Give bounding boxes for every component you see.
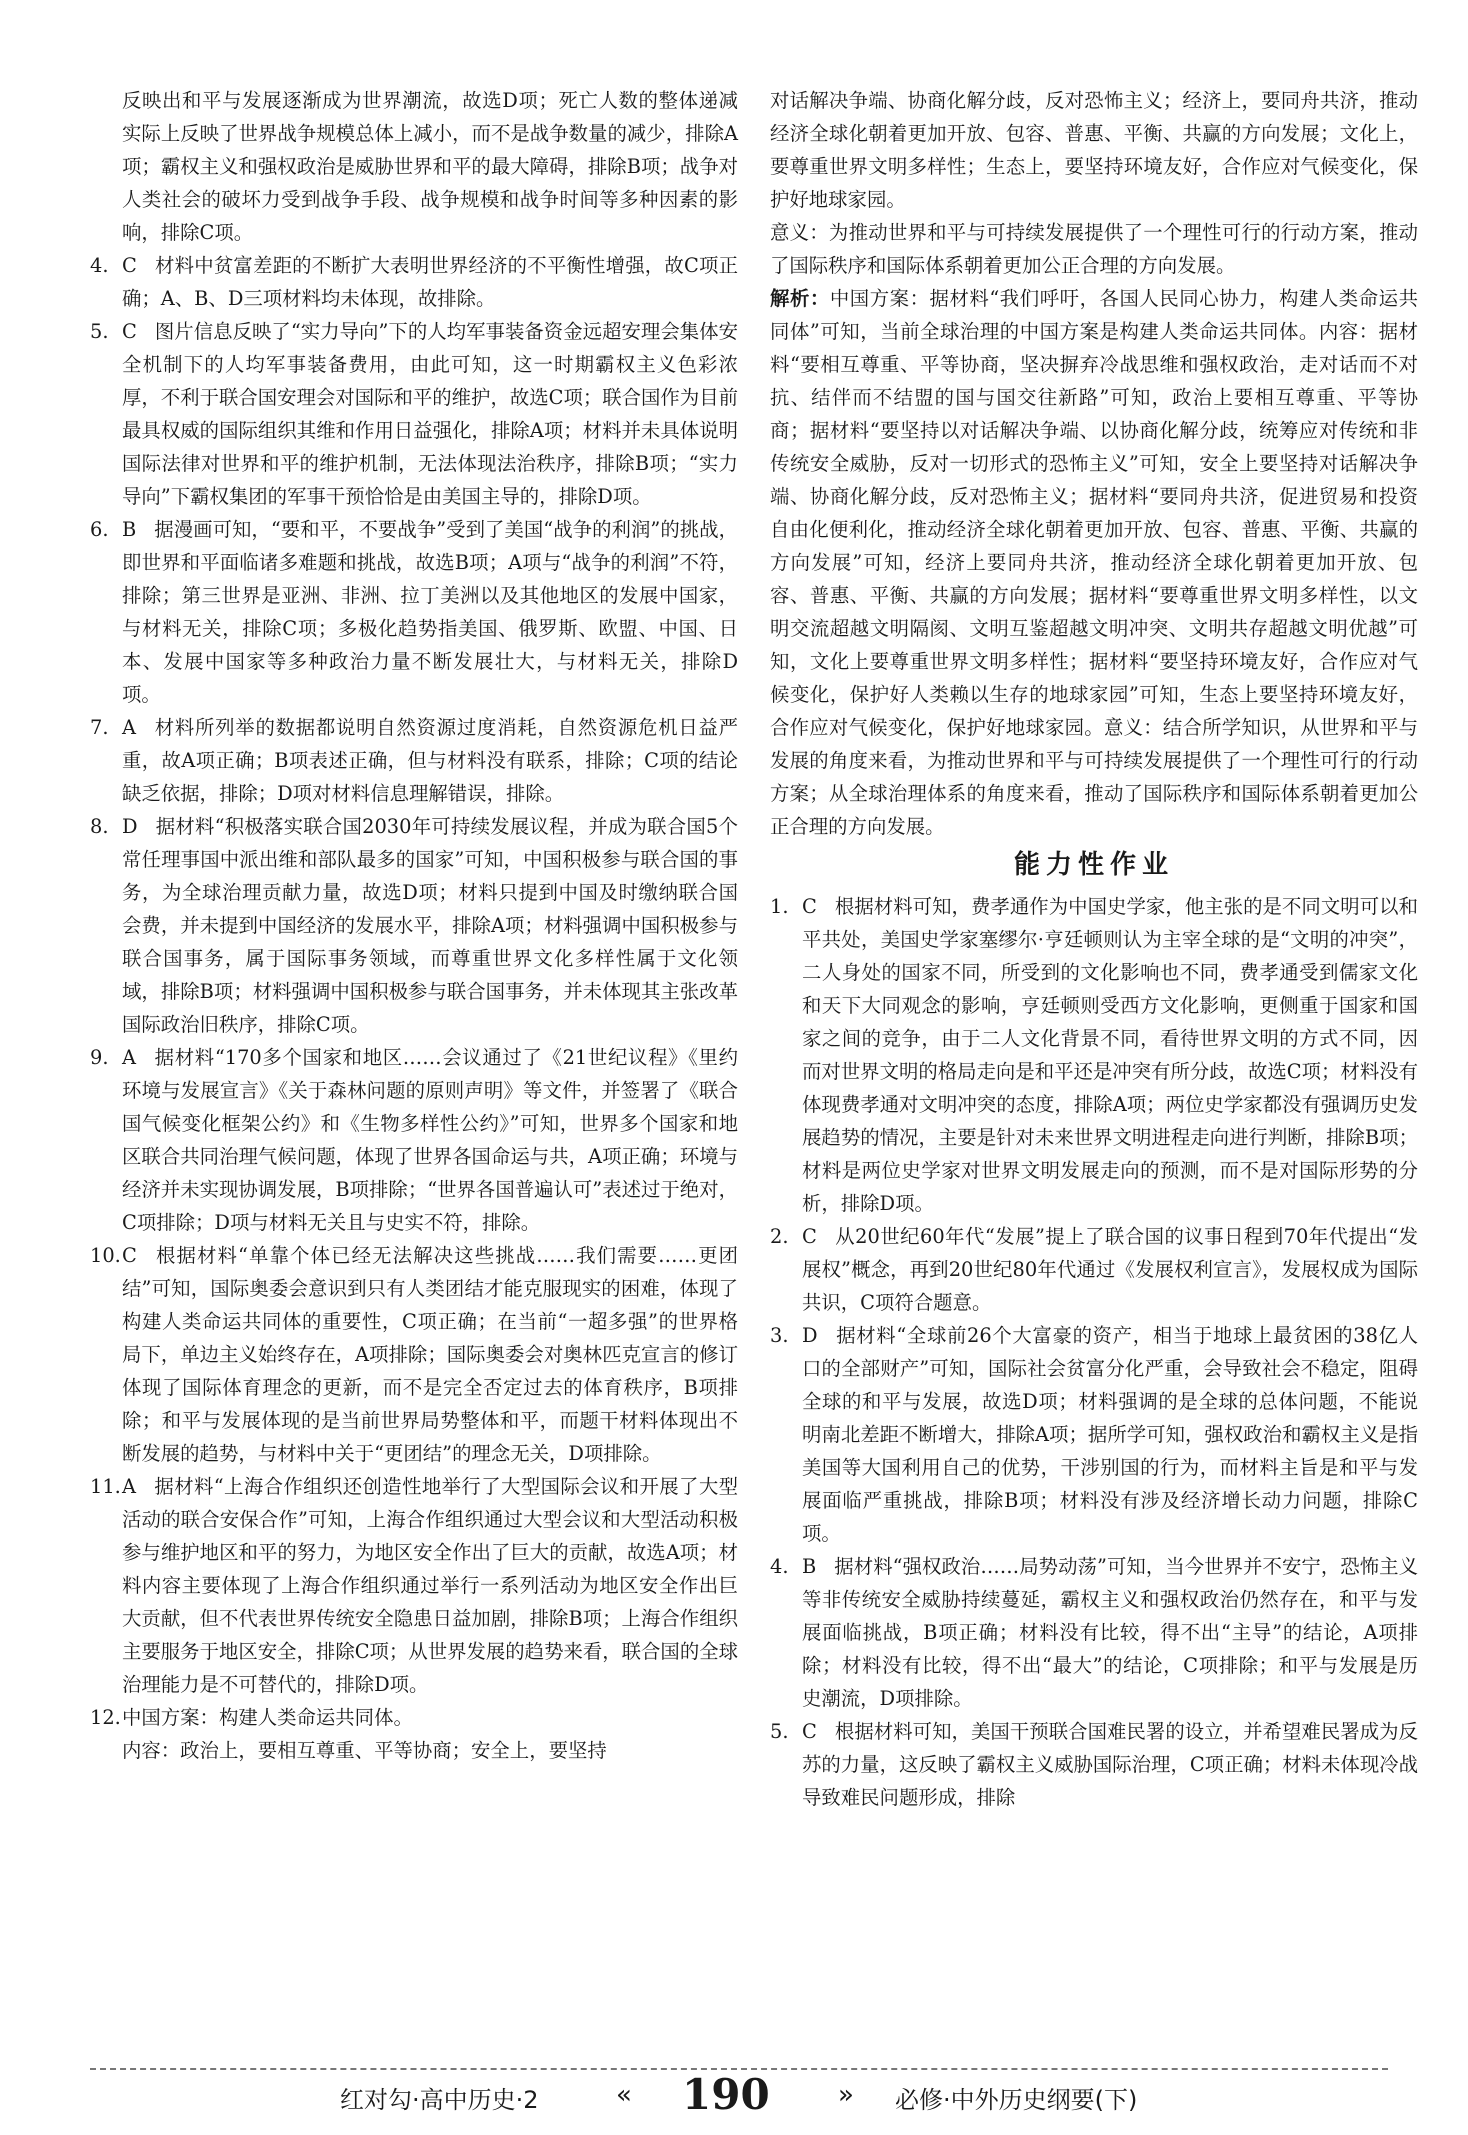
explanation-text: 据材料“170多个国家和地区……会议通过了《21世纪议程》《里约环境与发展宣言》《关于森林问题的原则声明》等文件，并签署了《联合国气候变化框架公约》和《生物多样性公约》”可知，世界多个国家和地区联合共同治理气候问题，体现了世界各国命运与共，A项正确；环境与经济并未实现协调发展，B项排除；“世界各国普遍认可”表述过于绝对，C项排除；D项与材料无关且与史实不符，排除。: [122, 1046, 738, 1234]
question-number: 3.: [770, 1324, 789, 1347]
answer-item: [770, 890, 1418, 1220]
question-number: 2.: [770, 1225, 789, 1248]
explanation-text: 据材料“上海合作组织还创造性地举行了大型国际会议和开展了大型活动的联合安保合作”可知，上海合作组织通过大型会议和大型活动积极参与维护地区和平的努力，为地区安全作出了巨大的贡献，故选A项；材料内容主要体现了上海合作组织通过举行一系列活动为地区安全作出巨大贡献，但不代表世界传统安全隐患日益加剧，排除B项；上海合作组织主要服务于地区安全，排除C项；从世界发展的趋势来看，联合国的全球治理能力是不可替代的，排除D项。: [122, 1475, 738, 1696]
analysis-text: 中国方案：据材料“我们呼吁，各国人民同心协力，构建人类命运共同体”可知，当前全球治理的中国方案是构建人类命运共同体。内容：据材料“要相互尊重、平等协商，坚决摒弃冷战思维和强权政治，走对话而不对抗、结伴而不结盟的国与国交往新路”可知，政治上要相互尊重、平等协商；据材料“要坚持以对话解决争端、以协商化解分歧，统筹应对传统和非传统安全威胁，反对一切形式的恐怖主义”可知，安全上要坚持对话解决争端、协商化解分歧，反对恐怖主义；据材料“要同舟共济，促进贸易和投资自由化便利化，推动经济全球化朝着更加开放、包容、普惠、平衡、共赢的方向发展”可知，经济上要同舟共济，推动经济全球化朝着更加开放、包容、普惠、平衡、共赢的方向发展；据材料“要尊重世界文明多样性，以文明交流超越文明隔阂、文明互鉴超越文明冲突、文明共存超越文明优越”可知，文化上要尊重世界文明多样性；据材料“要坚持环境友好，合作应对气候变化，保护好人类赖以生存的地球家园”可知，生态上要坚持环境友好，合作应对气候变化，保护好地球家园。意义：结合所学知识，从世界和平与发展的角度来看，为推动世界和平与可持续发展提供了一个理性可行的行动方案；从全球治理体系的角度来看，推动了国际秩序和国际体系朝着更加公正合理的方向发展。: [770, 287, 1418, 838]
footer-course-title: 必修·中外历史纲要(下): [895, 2086, 1138, 2114]
question-number: 10.: [90, 1244, 121, 1267]
answer-list-right: [770, 890, 1418, 1814]
analysis-label: 解析：: [770, 287, 830, 310]
answer-choice: A: [122, 716, 137, 739]
explanation-text: 根据材料“单靠个体已经无法解决这些挑战……我们需要……更团结”可知，国际奥委会意识到只有人类团结才能克服现实的困难，体现了构建人类命运共同体的重要性，C项正确；在当前“一超多强”的世界格局下，单边主义始终存在，A项排除；国际奥委会对奥林匹克宣言的修订体现了国际体育理念的更新，而不是完全否定过去的体育秩序，B项排除；和平与发展体现的是当前世界局势整体和平，而题干材料体现出不断发展的趋势，与材料中关于“更团结”的理念无关，D项排除。: [122, 1244, 738, 1465]
answer-choice: A: [122, 1046, 137, 1069]
answer-choice: C: [802, 1720, 817, 1743]
answer-list-left: [90, 249, 738, 1734]
chevron-left-icon: «: [616, 2080, 632, 2110]
answer-item: [90, 810, 738, 1041]
answer-choice: D: [122, 815, 138, 838]
left-column: [90, 84, 738, 1767]
explanation-text: 材料中贫富差距的不断扩大表明世界经济的不平衡性增强，故C项正确；A、B、D三项材料均未体现，故排除。: [122, 254, 738, 310]
question-number: 1.: [770, 895, 789, 918]
question-number: 4.: [770, 1555, 789, 1578]
explanation-text: 据漫画可知，“要和平，不要战争”受到了美国“战争的利润”的挑战，即世界和平面临诸多难题和挑战，故选B项；A项与“战争的利润”不符，排除；第三世界是亚洲、非洲、拉丁美洲以及其他地区的发展中国家，与材料无关，排除C项；多极化趋势指美国、俄罗斯、欧盟、中国、日本、发展中国家等多种政治力量不断发展壮大，与材料无关，排除D项。: [122, 518, 738, 706]
answer-item: [90, 1239, 738, 1470]
explanation-text: 材料所列举的数据都说明自然资源过度消耗，自然资源危机日益严重，故A项正确；B项表述正确，但与材料没有联系，排除；C项的结论缺乏依据，排除；D项对材料信息理解错误，排除。: [122, 716, 738, 805]
question-number: 4.: [90, 254, 109, 277]
question-number: 9.: [90, 1046, 109, 1069]
answer-choice: C: [802, 1225, 817, 1248]
answer-choice: A: [122, 1475, 137, 1498]
answer-choice: C: [122, 254, 137, 277]
explanation-text: 据材料“积极落实联合国2030年可持续发展议程，并成为联合国5个常任理事国中派出维和部队最多的国家”可知，中国积极参与联合国的事务，为全球治理贡献力量，故选D项；材料只提到中国及时缴纳联合国会费，并未提到中国经济的发展水平，排除A项；材料强调中国积极参与联合国事务，属于国际事务领域，而尊重世界文化多样性属于文化领域，排除B项；材料强调中国积极参与联合国事务，并未体现其主张改革国际政治旧秩序，排除C项。: [122, 815, 738, 1036]
analysis-block: [770, 282, 1418, 843]
answer-choice: C: [122, 320, 137, 343]
answer-item: [770, 1220, 1418, 1319]
section-title: 能力性作业: [1013, 850, 1174, 880]
explanation-text: 中国方案：构建人类命运共同体。: [122, 1706, 413, 1729]
continuation-tail: 内容：政治上，要相互尊重、平等协商；安全上，要坚持: [122, 1739, 607, 1762]
answer-choice: C: [122, 1244, 137, 1267]
explanation-text: 据材料“全球前26个大富豪的资产，相当于地球上最贫困的38亿人口的全部财产”可知，国际社会贫富分化严重，会导致社会不稳定，阻碍全球的和平与发展，故选D项；材料强调的是全球的总体问题，不能说明南北差距不断增大，排除A项；据所学可知，强权政治和霸权主义是指美国等大国利用自己的优势，干涉别国的行为，而材料主旨是和平与发展面临严重挑战，排除B项；材料没有涉及经济增长动力问题，排除C项。: [802, 1324, 1418, 1545]
explanation-text: 图片信息反映了“实力导向”下的人均军事装备资金远超安理会集体安全机制下的人均军事装备费用，由此可知，这一时期霸权主义色彩浓厚，不利于联合国安理会对国际和平的维护，故选C项；联合国作为目前最具权威的国际组织其维和作用日益强化，排除A项；材料并未具体说明国际法律对世界和平的维护机制，无法体现法治秩序，排除B项；“实力导向”下霸权集团的军事干预恰恰是由美国主导的，排除D项。: [122, 320, 738, 508]
question-number: 12.: [90, 1706, 121, 1729]
answer-choice: D: [802, 1324, 818, 1347]
answer-item: [90, 1470, 738, 1701]
explanation-text: 据材料“强权政治……局势动荡”可知，当今世界并不安宁，恐怖主义等非传统安全威胁持续蔓延，霸权主义和强权政治仍然存在，和平与发展面临挑战，B项正确；材料没有比较，得不出“主导”的结论，A项排除；材料没有比较，得不出“最大”的结论，C项排除；和平与发展是历史潮流，D项排除。: [802, 1555, 1418, 1710]
answer-item: [770, 1715, 1418, 1814]
answer-item: [90, 1701, 738, 1734]
question-number: 8.: [90, 815, 109, 838]
continuation-text: 反映出和平与发展逐渐成为世界潮流，故选D项；死亡人数的整体递减实际上反映了世界战争规模总体上减小，而不是战争数量的减少，排除A项；霸权主义和强权政治是威胁世界和平的最大障碍，排除B项；战争对人类社会的破坏力受到战争手段、战争规模和战争时间等多种因素的影响，排除C项。: [122, 89, 738, 244]
page-number: 190: [682, 2070, 770, 2119]
question-number: 6.: [90, 518, 109, 541]
answer-item: [770, 1319, 1418, 1550]
explanation-text: 根据材料可知，费孝通作为中国史学家，他主张的是不同文明可以和平共处，美国史学家塞缪尔·亨廷顿则认为主宰全球的是“文明的冲突”，二人身处的国家不同，所受到的文化影响也不同，费孝通受到儒家文化和天下大同观念的影响，亨廷顿则受西方文化影响，更侧重于国家和国家之间的竞争，由于二人文化背景不同，看待世界文明的方式不同，因而对世界文明的格局走向是和平还是冲突有所分歧，故选C项；材料没有体现费孝通对文明冲突的态度，排除A项；两位史学家都没有强调历史发展趋势的情况，主要是针对未来世界文明进程走向进行判断，排除B项；材料是两位史学家对世界文明发展走向的预测，而不是对国际形势的分析，排除D项。: [802, 895, 1418, 1215]
answer-item: [90, 1041, 738, 1239]
answer-item: [90, 513, 738, 711]
answer-choice: B: [802, 1555, 817, 1578]
answer-choice: B: [122, 518, 137, 541]
explanation-text: 根据材料可知，美国干预联合国难民署的设立，并希望难民署成为反苏的力量，这反映了霸权主义威胁国际治理，C项正确；材料未体现冷战导致难民问题形成，排除: [802, 1720, 1418, 1809]
chevron-right-icon: »: [838, 2080, 854, 2110]
footer-book-title: 红对勾·高中历史·2: [340, 2086, 539, 2114]
answer-item: [770, 1550, 1418, 1715]
answer-choice: C: [802, 895, 817, 918]
continuation-text-right: 对话解决争端、协商化解分歧，反对恐怖主义；经济上，要同舟共济，推动经济全球化朝着更加开放、包容、普惠、平衡、共赢的方向发展；文化上，要尊重世界文明多样性；生态上，要坚持环境友好，合作应对气候变化，保护好地球家园。: [770, 89, 1418, 211]
explanation-text: 从20世纪60年代“发展”提上了联合国的议事日程到70年代提出“发展权”概念，再到20世纪80年代通过《发展权利宣言》，发展权成为国际共识，C项符合题意。: [802, 1225, 1418, 1314]
answer-item: [90, 249, 738, 315]
question-number: 11.: [90, 1475, 121, 1498]
page-footer: [0, 2062, 1468, 2122]
answer-item: [90, 711, 738, 810]
answer-item: [90, 315, 738, 513]
question-number: 5.: [770, 1720, 789, 1743]
question-number: 7.: [90, 716, 109, 739]
question-number: 5.: [90, 320, 109, 343]
right-column: [770, 84, 1418, 1814]
meaning-text: 意义：为推动世界和平与可持续发展提供了一个理性可行的行动方案，推动了国际秩序和国际体系朝着更加公正合理的方向发展。: [770, 221, 1418, 277]
